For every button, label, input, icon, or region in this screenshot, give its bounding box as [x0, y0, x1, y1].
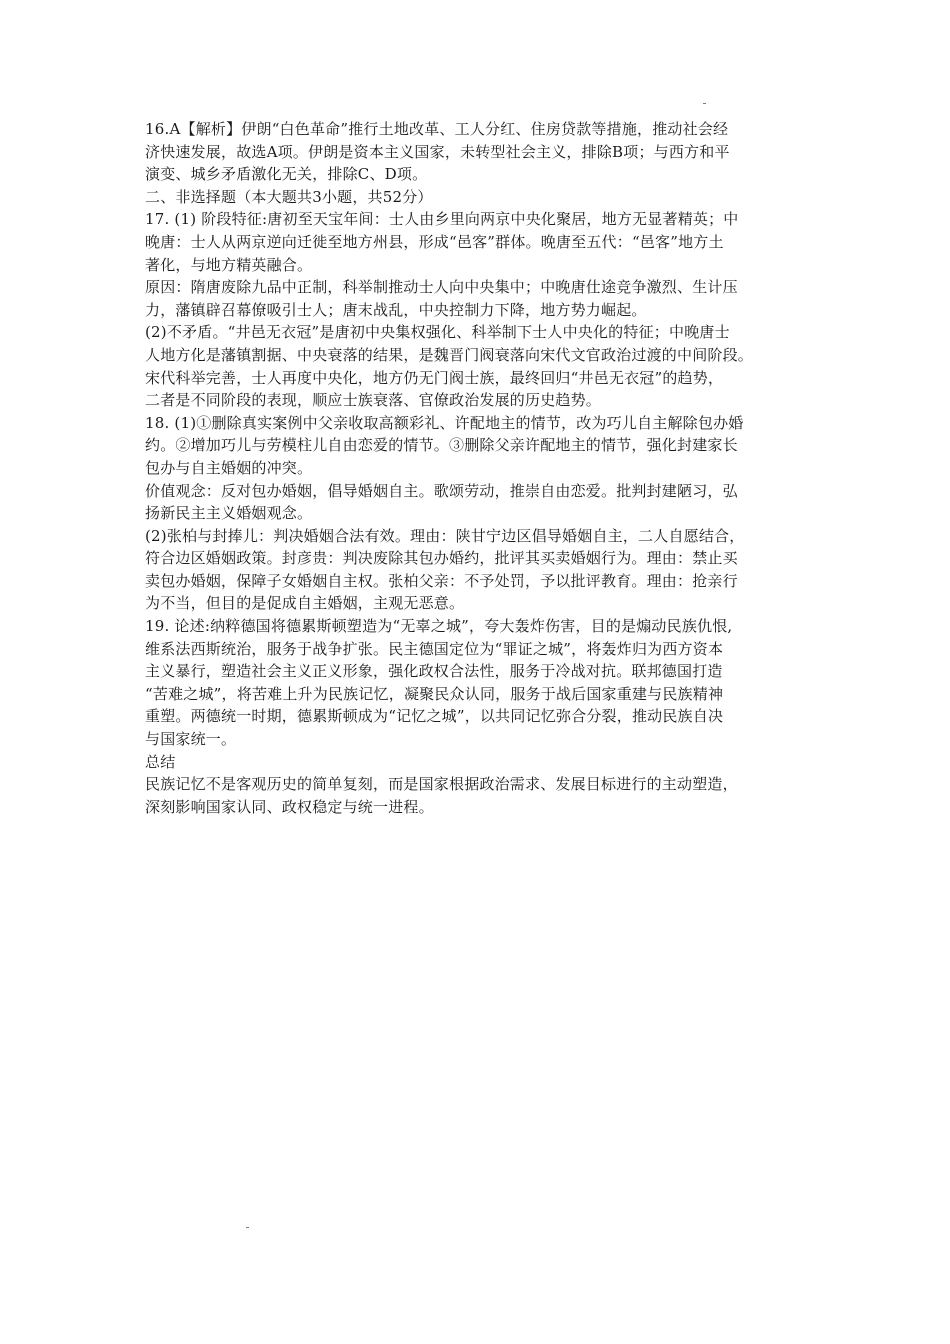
text-line: 主义暴行，塑造社会主义正义形象，强化政权合法性，服务于冷战对抗。联邦德国打造 — [145, 662, 723, 681]
page-mark-bottom — [246, 1227, 249, 1228]
text-line: 深刻影响国家认同、政权稳定与统一进程。 — [145, 797, 434, 816]
text-line: 16.A【解析】伊朗“白色革命”推行土地改革、工人分红、住房贷款等措施，推动社会经 — [145, 120, 729, 138]
text-line: 二者是不同阶段的表现，顺应士族衰落、官僚政治发展的历史趋势。 — [145, 391, 602, 410]
text-line: 晚唐：士人从两京逆向迁徙至地方州县，形成“邑客”群体。晚唐至五代：“邑客”地方土 — [145, 232, 724, 251]
text-line: 18. (1)①删除真实案例中父亲收取高额彩礼、许配地主的情节，改为巧儿自主解除包办婚 — [145, 413, 744, 432]
text-line: 宋代科举完善，士人再度中央化，地方仍无门阀士族，最终回归“井邑无衣冠”的趋势， — [145, 368, 724, 387]
text-line: 价值观念：反对包办婚姻，倡导婚姻自主。歌颂劳动，推崇自由恋爱。批判封建陋习，弘 — [145, 481, 738, 500]
text-line: 民族记忆不是客观历史的简单复刻，而是国家根据政治需求、发展目标进行的主动塑造， — [145, 775, 738, 794]
text-line: 卖包办婚姻，保障子女婚姻自主权。张柏父亲：不予处罚，予以批评教育。理由：抢亲行 — [145, 571, 738, 590]
text-line: (2)不矛盾。“井邑无衣冠”是唐初中央集权强化、科举制下士人中央化的特征；中晚唐士 — [145, 323, 730, 342]
section-heading: 二、非选择题（本大题共3小题，共52分） — [145, 187, 433, 206]
text-line: 17. (1) 阶段特征:唐初至天宝年间：士人由乡里向两京中央化聚居，地方无显著精英；中 — [145, 210, 739, 229]
text-line: 符合边区婚姻政策。封彦贵：判决废除其包办婚约，批评其买卖婚姻行为。理由：禁止买 — [145, 549, 738, 568]
text-line: 19. 论述:纳粹德国将德累斯顿塑造为“无辜之城”，夸大轰炸伤害，目的是煽动民族仇恨, — [145, 617, 733, 636]
text-line: 维系法西斯统治，服务于战争扩张。民主德国定位为“罪证之城”，将轰炸归为西方资本 — [145, 639, 724, 658]
text-line: 扬新民主主义婚姻观念。 — [145, 504, 313, 523]
text-line: 约。②增加巧儿与劳模柱儿自由恋爱的情节。③删除父亲许配地主的情节，强化封建家长 — [145, 436, 738, 455]
page-mark-top — [703, 103, 706, 104]
document-body — [145, 118, 813, 818]
text-line: “苦难之城”，将苦难上升为民族记忆，凝聚民众认同，服务于战后国家重建与民族精神 — [145, 684, 724, 703]
summary-heading: 总结 — [145, 752, 176, 771]
text-line: 为不当，但目的是促成自主婚姻，主观无恶意。 — [145, 594, 465, 613]
text-line: 重塑。两德统一时期，德累斯顿成为“记忆之城”，以共同记忆弥合分裂，推动民族自决 — [145, 707, 724, 726]
text-line: 著化，与地方精英融合。 — [145, 255, 313, 274]
text-line: 力，藩镇辟召幕僚吸引士人；唐末战乱，中央控制力下降，地方势力崛起。 — [145, 300, 647, 319]
text-line: 原因：隋唐废除九品中正制，科举制推动士人向中央集中；中晚唐仕途竞争激烈、生计压 — [145, 278, 738, 297]
text-line: 济快速发展，故选A项。伊朗是资本主义国家，未转型社会主义，排除B项；与西方和平 — [145, 142, 730, 161]
text-line: 包办与自主婚姻的冲突。 — [145, 458, 313, 477]
text-line: (2)张柏与封捧儿：判决婚姻合法有效。理由：陕甘宁边区倡导婚姻自主，二人自愿结合， — [145, 526, 745, 545]
text-line: 人地方化是藩镇割据、中央衰落的结果，是魏晋门阀衰落向宋代文官政治过渡的中间阶段。 — [145, 345, 754, 364]
text-line: 演变、城乡矛盾激化无关，排除C、D项。 — [145, 165, 428, 184]
text-line: 与国家统一。 — [145, 730, 237, 749]
